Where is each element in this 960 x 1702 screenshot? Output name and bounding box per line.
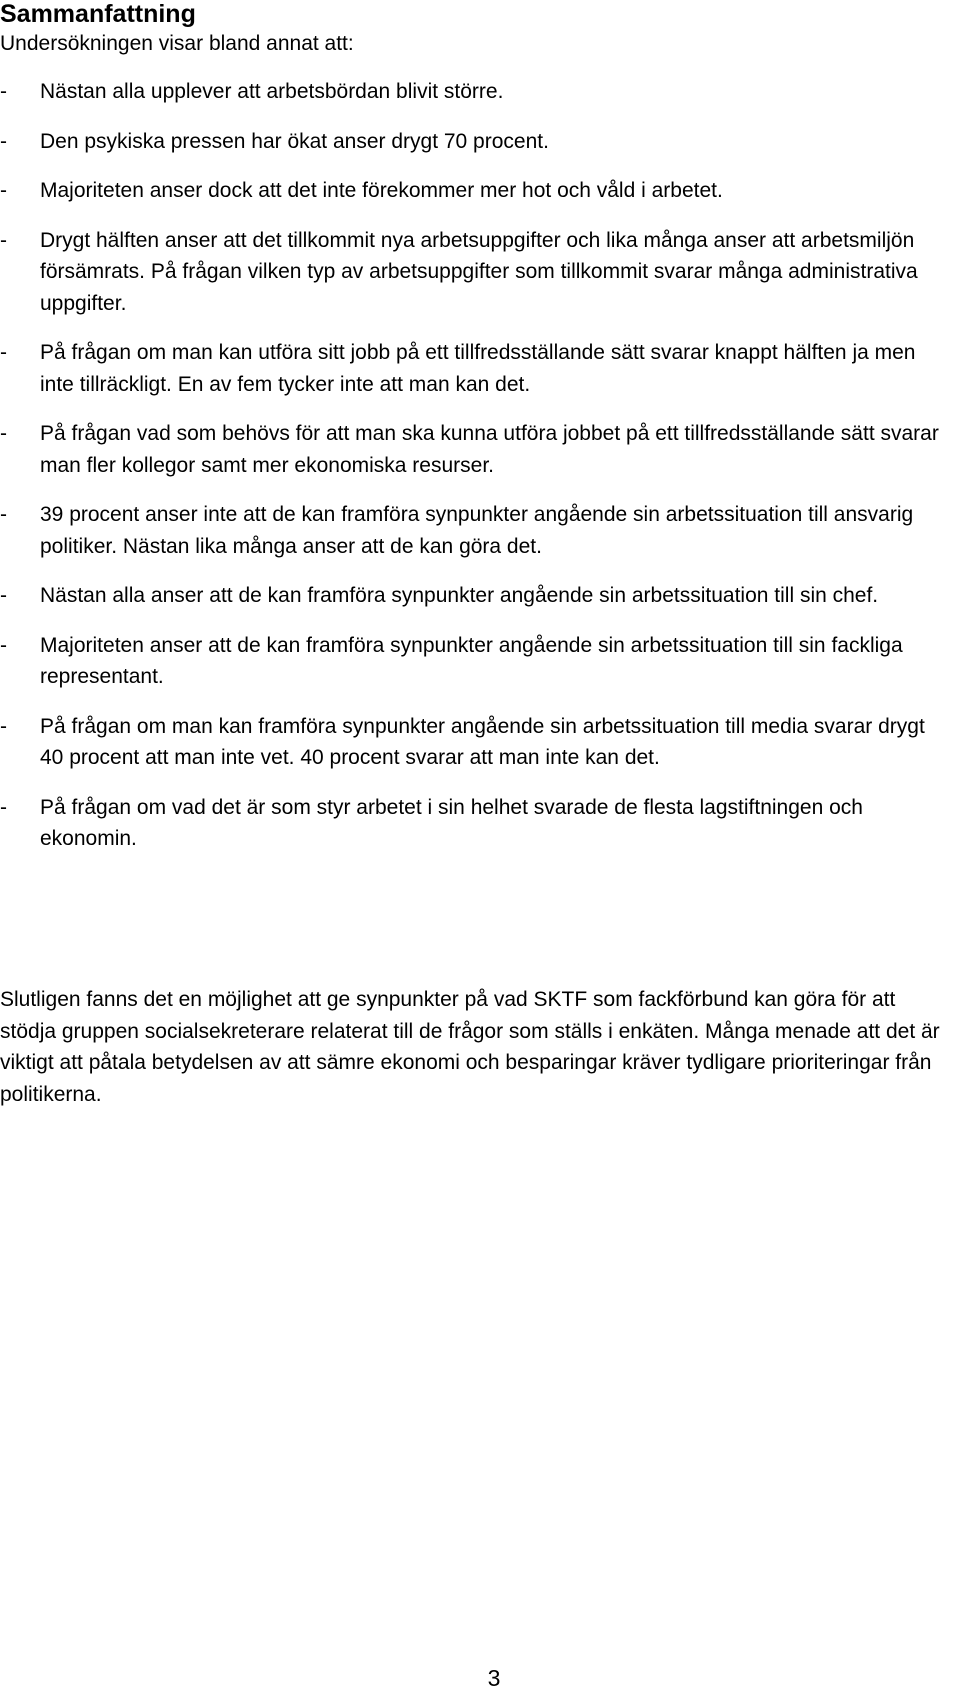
section-title: Sammanfattning — [0, 0, 196, 28]
list-item-text: 39 procent anser inte att de kan framföra synpunkter angående sin arbetssituation till ansvarig politiker. Nästan lika många anser att de kan göra det. — [40, 503, 914, 558]
list-item-text: På frågan om man kan utföra sitt jobb på ett tillfredsställande sätt svarar knappt hälften ja men inte tillräckligt. En av fem tycker inte att man kan det. — [40, 341, 916, 396]
list-item-text: Majoriteten anser dock att det inte förekommer mer hot och våld i arbetet. — [40, 179, 723, 202]
list-item — [0, 580, 945, 612]
list-item-text: På frågan om vad det är som styr arbetet i sin helhet svarade de flesta lagstiftningen och ekonomin. — [40, 795, 863, 850]
closing-paragraph: Slutligen fanns det en möjlighet att ge synpunkter på vad SKTF som fackförbund kan göra för att stödja gruppen socialsekreterare relaterat till de frågor som ställs i enkäten. Många menade att det är viktigt att påtala betydelsen av att sämre ekonomi och besparingar kräver tydligare prioriteringar från politikerna. — [0, 988, 940, 1106]
bullet-dash: - — [0, 341, 7, 364]
list-item — [0, 126, 945, 158]
list-item — [0, 630, 945, 693]
list-item-text: Drygt hälften anser att det tillkommit nya arbetsuppgifter och lika många anser att arbetsmiljön försämrats. På frågan vilken typ av arbetsuppgifter som tillkommit svarar många administrativa uppgifter. — [40, 228, 918, 315]
list-item-text: På frågan om man kan framföra synpunkter angående sin arbetssituation till media svarar drygt 40 procent att man inte vet. 40 procent svarar att man inte kan det. — [40, 714, 925, 769]
list-item — [0, 337, 945, 400]
bullet-dash: - — [0, 129, 7, 153]
bullet-dash: - — [0, 422, 7, 445]
intro-text: Undersökningen visar bland annat att: — [0, 32, 354, 55]
bullet-dash: - — [0, 584, 7, 607]
list-item — [0, 711, 945, 774]
list-item-text: Nästan alla upplever att arbetsbördan blivit större. — [40, 80, 504, 103]
page-number: 3 — [487, 1665, 501, 1691]
bullet-dash: - — [0, 179, 7, 202]
bullet-dash: - — [0, 228, 7, 252]
bullet-dash: - — [0, 795, 7, 819]
list-item — [0, 418, 945, 481]
bullet-dash: - — [0, 503, 7, 526]
list-item-text: På frågan vad som behövs för att man ska kunna utföra jobbet på ett tillfredsställande sätt svarar man fler kollegor samt mer ekonomiska resurser. — [40, 422, 939, 477]
bullet-dash: - — [0, 714, 7, 738]
list-item — [0, 76, 945, 108]
bullet-dash: - — [0, 633, 7, 657]
list-item-text: Den psykiska pressen har ökat anser drygt 70 procent. — [40, 129, 549, 153]
summary-list — [0, 76, 945, 873]
list-item-text: Nästan alla anser att de kan framföra synpunkter angående sin arbetssituation till sin chef. — [40, 584, 879, 607]
list-item-text: Majoriteten anser att de kan framföra synpunkter angående sin arbetssituation till sin fackliga representant. — [40, 633, 903, 688]
bullet-dash: - — [0, 80, 7, 103]
list-item — [0, 175, 945, 207]
list-item — [0, 225, 945, 320]
list-item — [0, 792, 945, 855]
list-item — [0, 499, 945, 562]
